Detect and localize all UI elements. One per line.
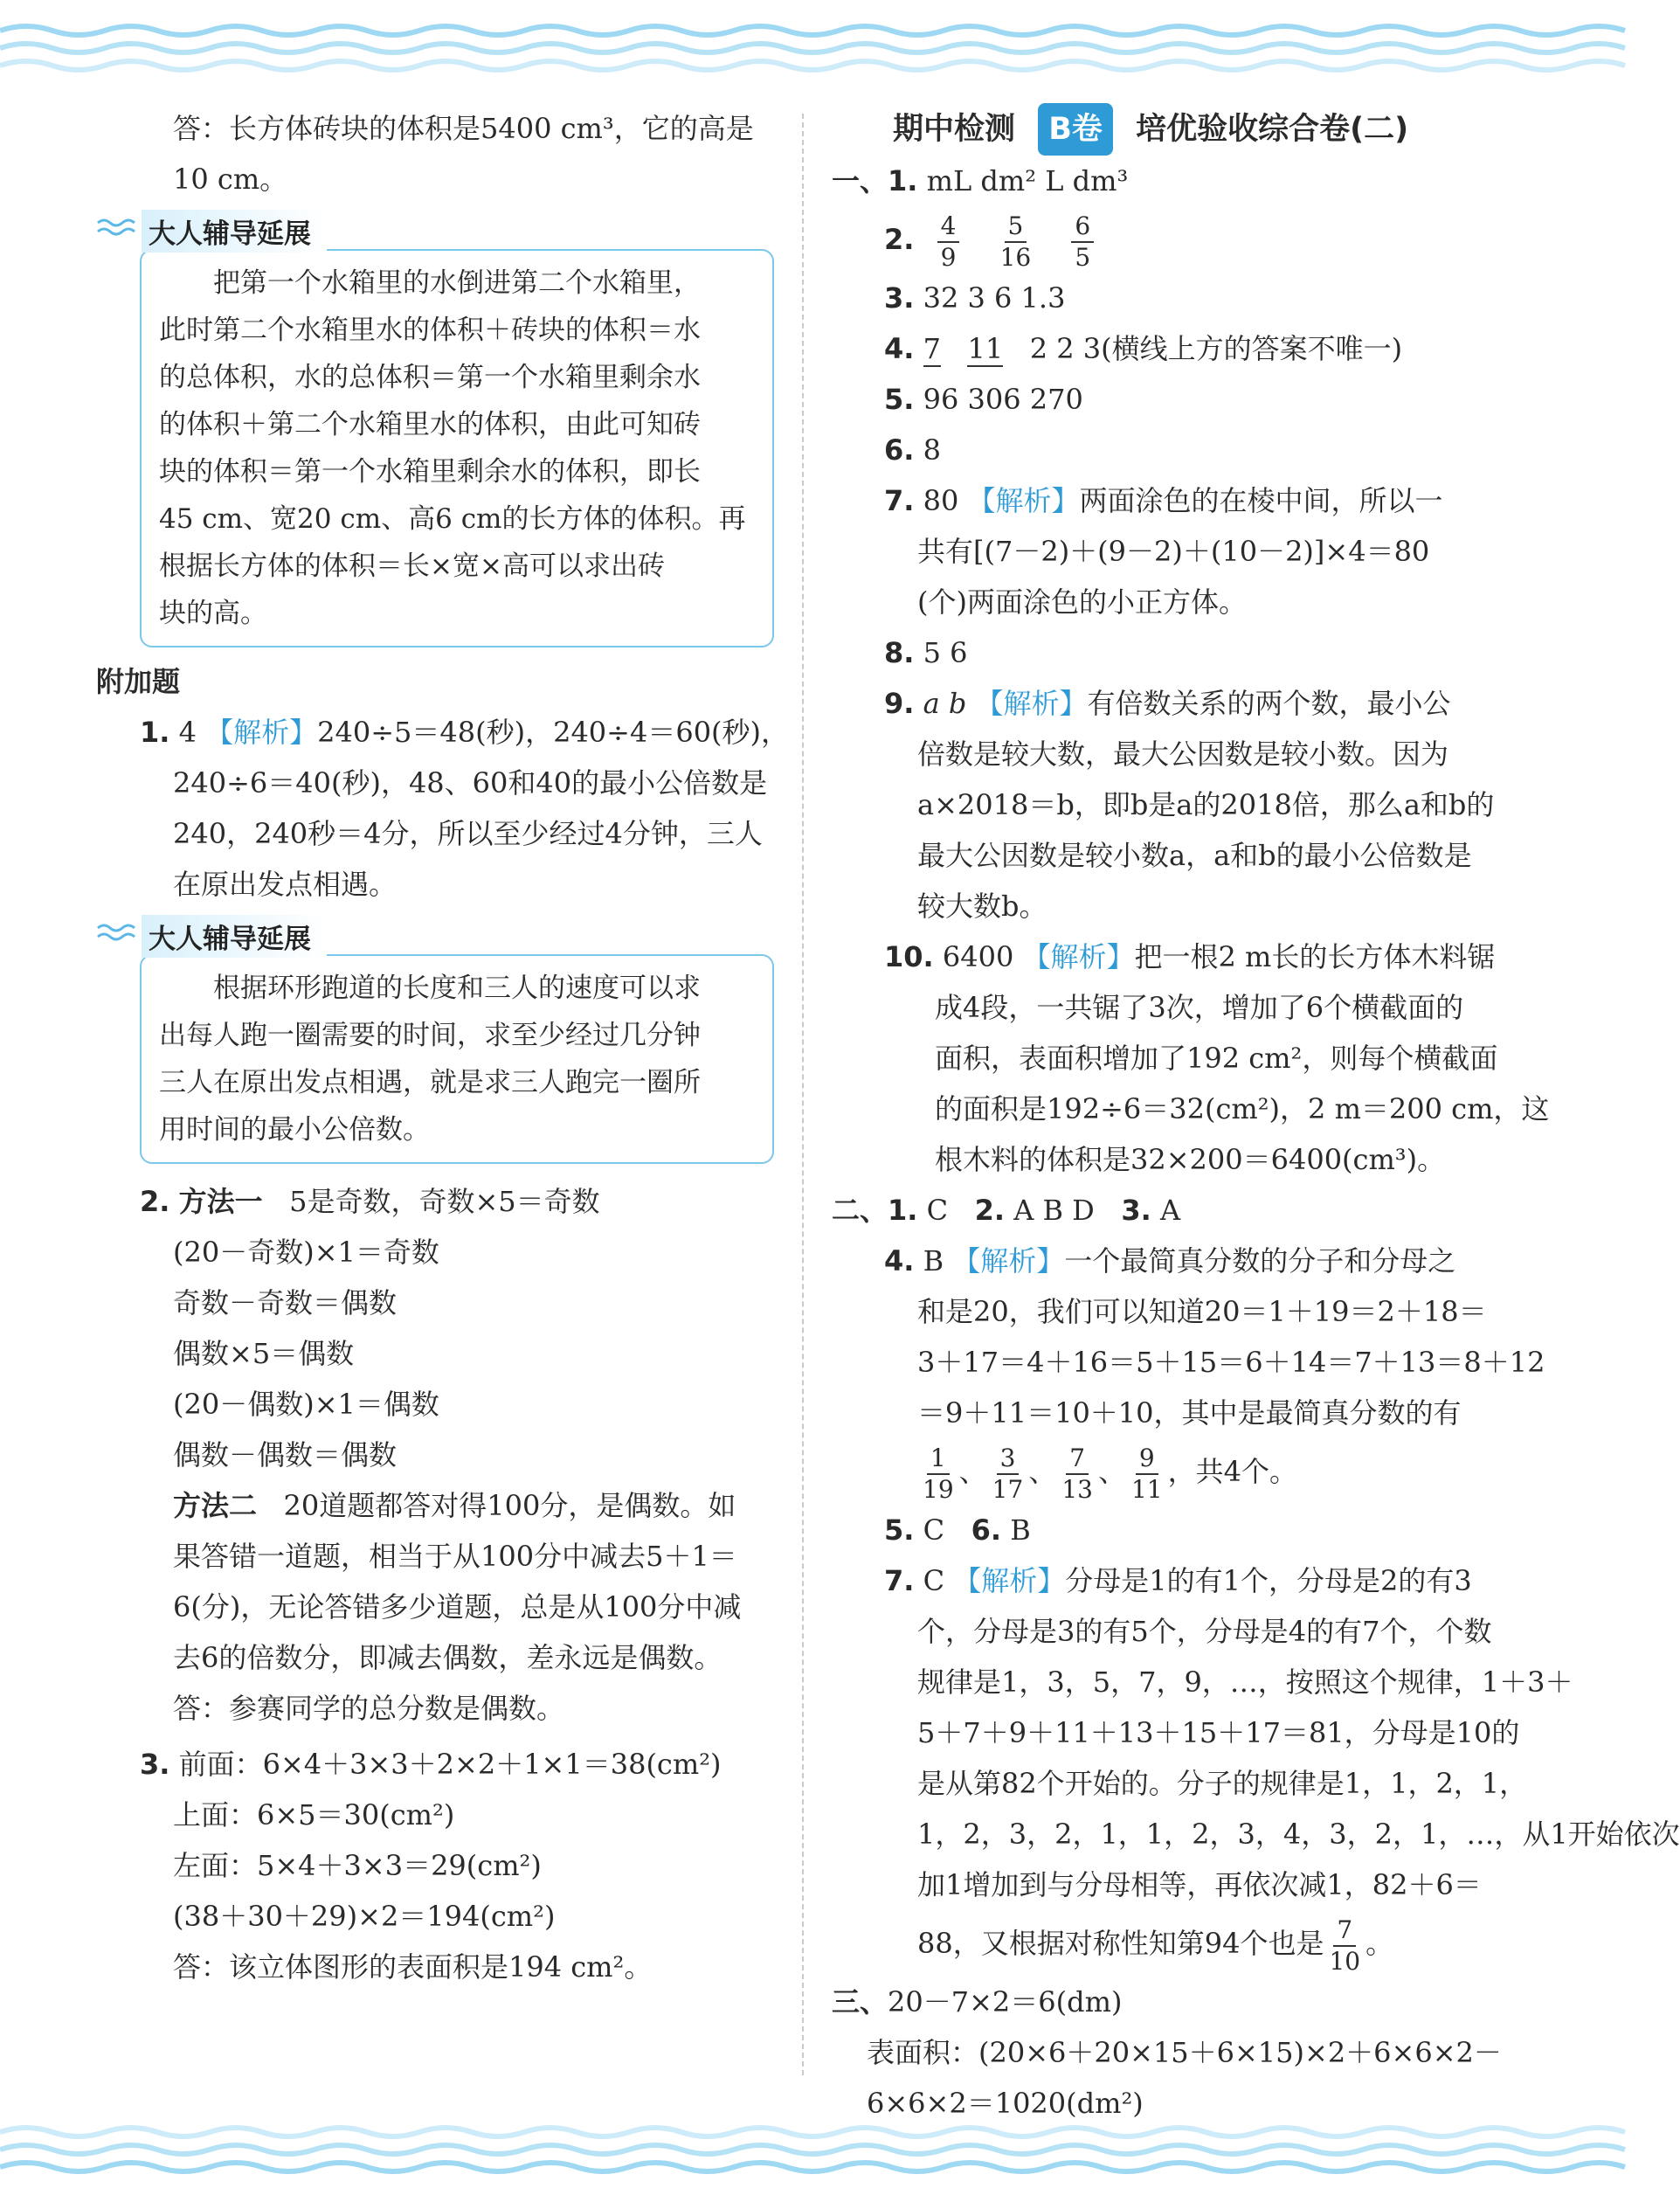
item-line: 最大公因数是较小数a，a和b的最小公倍数是 (917, 839, 1472, 872)
item-line (832, 323, 1531, 374)
item-line (832, 1505, 1531, 1555)
item-answer: 8 (923, 433, 941, 467)
fraction (989, 1444, 1027, 1505)
item-number: 6. (971, 1513, 1002, 1547)
tutor-box-body (140, 954, 774, 1164)
item-answer: 80 (923, 484, 959, 517)
answer-line: 10 cm。 (173, 163, 288, 196)
denominator: 19 (923, 1474, 954, 1504)
item-answer: B (923, 1244, 944, 1278)
item-text: 88，又根据对称性知第94个也是 (917, 1927, 1324, 1960)
fraction (919, 1444, 958, 1505)
item-line: 加1增加到与分母相等，再依次减1，82＋6＝ (917, 1868, 1482, 1901)
q3-line: (38＋30＋29)×2＝194(cm²) (173, 1900, 556, 1933)
item-number: 7. (884, 484, 915, 517)
section-number: 三、 (832, 1985, 888, 2018)
separator: 、 (1028, 1455, 1057, 1488)
item-line: 成4段，一共锯了3次，增加了6个横截面的 (935, 991, 1464, 1024)
q3-number: 3. (140, 1748, 170, 1781)
item-answer: 5 6 (923, 636, 968, 669)
item-answer: C (923, 1513, 945, 1547)
fraction (937, 211, 960, 273)
denominator: 16 (999, 242, 1032, 272)
item-line (832, 678, 1531, 729)
jiexi-label: 【解析】 (967, 484, 1080, 517)
box-line: 根据长方体的体积＝长×宽×高可以求出砖 (159, 550, 665, 582)
item-line: ＝9＋11＝10＋10，其中是最简真分数的有 (917, 1396, 1462, 1430)
q2-line: 偶数－偶数＝偶数 (173, 1438, 398, 1471)
item-number: 1. (888, 1194, 918, 1227)
item-text: 分母是1的有1个，分母是2的有3 (1065, 1564, 1472, 1597)
box-line: 45 cm、宽20 cm、高6 cm的长方体的体积。再 (159, 503, 746, 535)
item-line: 根木料的体积是32×200＝6400(cm³)。 (935, 1143, 1446, 1176)
q1-line (96, 707, 790, 758)
q2-line (96, 1480, 786, 1531)
box-line: 出每人跑一圈需要的时间，求至少经过几分钟 (159, 1020, 701, 1051)
box-line: 用时间的最小公倍数。 (159, 1114, 430, 1146)
fraction (997, 211, 1035, 273)
underlined-answer: 7 (923, 332, 941, 365)
item-line (832, 273, 1531, 323)
item-line (832, 1438, 1531, 1505)
item-line: 个，分母是3的有5个，分母是4的有7个，个数 (917, 1615, 1492, 1648)
item-number: 2. (884, 223, 915, 256)
numerator: 6 (1071, 211, 1094, 243)
denominator: 5 (1075, 242, 1091, 272)
box-line: 此时第二个水箱里水的体积＋砖块的体积＝水 (159, 315, 701, 346)
numerator: 5 (1005, 211, 1027, 243)
jiexi-label: 【解析】 (205, 716, 318, 749)
item-line (832, 206, 1531, 273)
tutor-box-title (142, 210, 327, 253)
box-line: 三人在原出发点相遇，就是求三人跑完一圈所 (159, 1067, 701, 1098)
item-number: 4. (884, 1244, 915, 1278)
q3-line: 答：该立体图形的表面积是194 cm²。 (173, 1950, 653, 1984)
q2-line: 6(分)，无论答错多少道题，总是从100分中减 (173, 1590, 742, 1624)
numerator: 1 (927, 1444, 950, 1475)
item-line: 规律是1，3，5，7，9，…，按照这个规律，1＋3＋ (917, 1665, 1573, 1699)
q2-text: 20道题都答对得100分，是偶数。如 (283, 1489, 736, 1522)
box-line: 根据环形跑道的长度和三人的速度可以求 (213, 973, 701, 1004)
item-text: 一个最简真分数的分子和分母之 (1064, 1244, 1456, 1278)
separator: 、 (958, 1455, 987, 1488)
item-line: 较大数b。 (917, 890, 1047, 923)
item-line: 5＋7＋9＋11＋13＋15＋17＝81，分母是10的 (917, 1716, 1520, 1749)
item-line (832, 475, 1531, 526)
item-line (832, 1236, 1531, 1286)
numerator: 3 (997, 1444, 1020, 1475)
box-line: 块的高。 (159, 598, 267, 629)
item-line: 是从第82个开始的。分子的规律是1，1，2，1， (917, 1767, 1528, 1800)
q2-line: (20－偶数)×1＝偶数 (173, 1388, 439, 1421)
q2-line: 果答错一道题，相当于从100分中减去5＋1＝ (173, 1540, 737, 1573)
item-number: 5. (884, 1513, 915, 1547)
item-text: 。 (1365, 1927, 1394, 1960)
item-line (832, 1555, 1531, 1606)
fraction (1071, 211, 1094, 273)
item-line: 的面积是192÷6＝32(cm²)，2 m＝200 cm，这 (935, 1092, 1550, 1125)
item-answer: C (923, 1564, 945, 1597)
wave-icon (96, 920, 133, 946)
box-line: 的总体积，水的总体积＝第一个水箱里剩余水 (159, 362, 701, 393)
q3-line (96, 1739, 786, 1790)
item-number: 5. (884, 383, 915, 416)
item-answer: B (1010, 1513, 1031, 1547)
q2-method-1: 方法一 (178, 1185, 263, 1218)
fraction (1058, 1444, 1096, 1505)
item-number: 2. (974, 1194, 1006, 1227)
item-line (832, 1977, 1531, 2027)
page-title (832, 103, 1531, 156)
q1-number: 1. (140, 716, 170, 749)
item-line: 6×6×2＝1020(dm²) (867, 2087, 1144, 2120)
item-line (832, 156, 1531, 206)
column-divider (802, 114, 804, 2075)
item-line: 倍数是较大数，最大公因数是较小数。因为 (917, 737, 1449, 771)
denominator: 10 (1329, 1946, 1361, 1976)
q2-line: 偶数×5＝偶数 (173, 1337, 355, 1370)
jiexi-label: 【解析】 (952, 1244, 1065, 1278)
title-part-b: 培优验收综合卷(二) (1136, 112, 1409, 147)
q3-line: 上面：6×5＝30(cm²) (173, 1798, 455, 1832)
item-line (832, 1185, 1531, 1236)
underlined-answer: 11 (967, 332, 1004, 365)
section-number: 一、 (832, 164, 888, 197)
section-title-fujia: 附加题 (96, 665, 181, 698)
item-answer: 6400 (942, 940, 1014, 973)
item-line: 3＋17＝4＋16＝5＋15＝6＋14＝7＋13＝8＋12 (917, 1346, 1545, 1379)
numerator: 4 (937, 211, 960, 243)
title-badge: B卷 (1038, 103, 1113, 156)
q1-line: 240，240秒＝4分，所以至少经过4分钟，三人 (173, 817, 763, 850)
item-line: 共有[(7－2)＋(9－2)＋(10－2)]×4＝80 (917, 535, 1430, 568)
item-text: 20－7×2＝6(dm) (888, 1985, 1123, 2018)
item-line: 和是20，我们可以知道20＝1＋19＝2＋18＝ (917, 1295, 1487, 1328)
jiexi-label: 【解析】 (1022, 940, 1135, 973)
denominator: 17 (992, 1474, 1024, 1504)
item-number: 8. (884, 636, 915, 669)
separator: 、 (1097, 1455, 1126, 1488)
q1-text: 240÷5＝48(秒)，240÷4＝60(秒)， (317, 716, 790, 749)
item-number: 7. (884, 1564, 915, 1597)
item-number: 9. (884, 687, 915, 720)
item-answer: 2 2 3(横线上方的答案不唯一) (1029, 332, 1403, 365)
q2-line (96, 1176, 786, 1227)
answer-line: 答：长方体砖块的体积是5400 cm³，它的高是 (173, 112, 754, 145)
q1-answer: 4 (178, 716, 197, 749)
item-text: ，共4个。 (1167, 1455, 1297, 1488)
wave-icon (96, 215, 133, 241)
right-column (832, 103, 1680, 2129)
q1-line: 240÷6＝40(秒)，48、60和40的最小公倍数是 (173, 766, 768, 800)
q2-line: 奇数－奇数＝偶数 (173, 1286, 398, 1319)
item-line (832, 1910, 1531, 1977)
q2-line: 答：参赛同学的总分数是偶数。 (173, 1692, 565, 1725)
item-answer: C (926, 1194, 949, 1227)
tutor-box-title-text: 大人辅导延展 (149, 924, 311, 955)
denominator: 11 (1130, 1474, 1163, 1504)
q2-method-2: 方法二 (173, 1489, 258, 1522)
numerator: 9 (1136, 1444, 1158, 1475)
item-answer: A B D (1013, 1194, 1095, 1227)
q3-text: 前面：6×4＋3×3＋2×2＋1×1＝38(cm²) (178, 1748, 722, 1781)
item-number: 4. (884, 332, 915, 365)
item-line: 1，2，3，2，1，1，2，3，4，3，2，1，…，从1开始依次 (917, 1818, 1680, 1851)
item-line (832, 374, 1531, 425)
item-text: 把一根2 m长的长方体木料锯 (1134, 940, 1496, 973)
item-line (832, 425, 1531, 475)
q2-line: (20－奇数)×1＝奇数 (173, 1236, 439, 1269)
box-line: 块的体积＝第一个水箱里剩余水的体积，即长 (159, 456, 701, 488)
item-answer: 32 3 6 1.3 (923, 281, 1066, 315)
q2-line: 去6的倍数分，即减去偶数，差永远是偶数。 (173, 1641, 722, 1674)
tutor-box-title-text: 大人辅导延展 (149, 218, 311, 250)
fraction (1128, 1444, 1166, 1505)
item-line: 面积，表面积增加了192 cm²，则每个横截面 (935, 1042, 1498, 1075)
numerator: 7 (1333, 1915, 1356, 1947)
left-column (96, 103, 790, 1992)
q2-number: 2. (140, 1185, 170, 1218)
tutor-box-body (140, 249, 774, 647)
jiexi-label: 【解析】 (953, 1564, 1066, 1597)
fraction (1325, 1915, 1364, 1977)
item-line (832, 627, 1531, 678)
q2-text: 5是奇数，奇数×5＝奇数 (289, 1185, 600, 1218)
title-part-a: 期中检测 (893, 112, 1016, 147)
item-text: 有倍数关系的两个数，最小公 (1087, 687, 1451, 720)
item-answer: 96 306 270 (923, 383, 1083, 416)
section-number: 二、 (832, 1194, 888, 1227)
item-answer: A (1159, 1194, 1181, 1227)
tutor-box-2 (96, 915, 786, 1164)
item-number: 3. (1121, 1194, 1151, 1227)
numerator: 7 (1066, 1444, 1089, 1475)
item-number: 10. (884, 940, 934, 973)
item-line: (个)两面涂色的小正方体。 (917, 585, 1247, 619)
top-wave-border (0, 17, 1586, 100)
item-number: 3. (884, 281, 915, 315)
box-line: 的体积＋第二个水箱里水的体积，由此可知砖 (159, 409, 701, 440)
item-line: 表面积：(20×6＋20×15＋6×15)×2＋6×6×2－ (867, 2036, 1502, 2069)
box-line: 把第一个水箱里的水倒进第二个水箱里， (213, 267, 701, 299)
item-text: 两面涂色的在棱中间，所以一 (1079, 484, 1443, 517)
denominator: 9 (940, 242, 957, 272)
item-line (832, 931, 1531, 982)
item-line: a×2018＝b，即b是a的2018倍，那么a和b的 (917, 788, 1495, 821)
denominator: 13 (1061, 1474, 1093, 1504)
item-answer: a b (923, 687, 967, 720)
tutor-box-title (142, 915, 327, 958)
q3-line: 左面：5×4＋3×3＝29(cm²) (173, 1849, 542, 1882)
jiexi-label: 【解析】 (975, 687, 1088, 720)
tutor-box-1 (96, 210, 786, 647)
item-number: 1. (888, 164, 918, 197)
item-answer: mL dm² L dm³ (926, 164, 1129, 197)
item-number: 6. (884, 433, 915, 467)
q1-line: 在原出发点相遇。 (173, 868, 398, 901)
